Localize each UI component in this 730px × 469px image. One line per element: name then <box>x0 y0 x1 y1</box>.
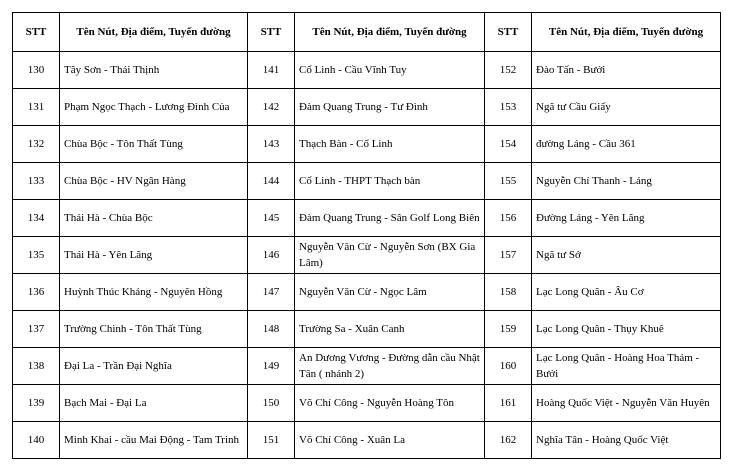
stt-cell: 160 <box>485 348 532 385</box>
location-cell: Tây Sơn - Thái Thịnh <box>60 52 248 89</box>
stt-cell: 149 <box>248 348 295 385</box>
location-cell: An Dương Vương - Đường dẫn cầu Nhật Tân ( nhánh 2) <box>295 348 485 385</box>
stt-cell: 151 <box>248 422 295 459</box>
location-cell: Đường Láng - Yên Lãng <box>532 200 721 237</box>
stt-cell: 162 <box>485 422 532 459</box>
stt-cell: 141 <box>248 52 295 89</box>
stt-cell: 144 <box>248 163 295 200</box>
table-row <box>13 385 721 422</box>
stt-cell: 146 <box>248 237 295 274</box>
stt-cell: 157 <box>485 237 532 274</box>
location-cell: Thái Hà - Chùa Bộc <box>60 200 248 237</box>
table-row <box>13 126 721 163</box>
table-row <box>13 52 721 89</box>
location-cell: Thái Hà - Yên Lãng <box>60 237 248 274</box>
table-row <box>13 274 721 311</box>
location-cell: Hoàng Quốc Việt - Nguyễn Văn Huyên <box>532 385 721 422</box>
location-cell: Huỳnh Thúc Kháng - Nguyên Hồng <box>60 274 248 311</box>
stt-cell: 156 <box>485 200 532 237</box>
stt-cell: 142 <box>248 89 295 126</box>
location-cell: Chùa Bộc - HV Ngân Hàng <box>60 163 248 200</box>
location-cell: Phạm Ngọc Thạch - Lương Đình Của <box>60 89 248 126</box>
location-cell: Trường Sa - Xuân Canh <box>295 311 485 348</box>
stt-cell: 139 <box>13 385 60 422</box>
stt-cell: 137 <box>13 311 60 348</box>
stt-cell: 140 <box>13 422 60 459</box>
location-cell: Võ Chí Công - Nguyễn Hoàng Tôn <box>295 385 485 422</box>
header-stt-1: STT <box>13 13 60 52</box>
stt-cell: 135 <box>13 237 60 274</box>
intersection-table <box>12 12 721 459</box>
location-cell: Đại La - Trần Đại Nghĩa <box>60 348 248 385</box>
stt-cell: 131 <box>13 89 60 126</box>
location-cell: Đàm Quang Trung - Sân Golf Long Biên <box>295 200 485 237</box>
location-cell: Đào Tấn - Bưởi <box>532 52 721 89</box>
document-page <box>12 12 721 459</box>
table-row <box>13 422 721 459</box>
stt-cell: 158 <box>485 274 532 311</box>
stt-cell: 147 <box>248 274 295 311</box>
location-cell: Chùa Bộc - Tôn Thất Tùng <box>60 126 248 163</box>
table-row <box>13 311 721 348</box>
table-row <box>13 89 721 126</box>
stt-cell: 138 <box>13 348 60 385</box>
location-cell: Nguyễn Văn Cừ - Ngọc Lâm <box>295 274 485 311</box>
location-cell: Cổ Linh - THPT Thạch bàn <box>295 163 485 200</box>
stt-cell: 152 <box>485 52 532 89</box>
stt-cell: 130 <box>13 52 60 89</box>
stt-cell: 136 <box>13 274 60 311</box>
location-cell: Bạch Mai - Đại La <box>60 385 248 422</box>
location-cell: Võ Chí Công - Xuân La <box>295 422 485 459</box>
location-cell: Nghĩa Tân - Hoàng Quốc Việt <box>532 422 721 459</box>
header-location-1: Tên Nút, Địa điểm, Tuyến đường <box>60 13 248 52</box>
header-location-2: Tên Nút, Địa điểm, Tuyến đường <box>295 13 485 52</box>
location-cell: đường Láng - Cầu 361 <box>532 126 721 163</box>
stt-cell: 148 <box>248 311 295 348</box>
location-cell: Lạc Long Quân - Hoàng Hoa Thám - Bưởi <box>532 348 721 385</box>
stt-cell: 143 <box>248 126 295 163</box>
location-cell: Nguyễn Văn Cừ - Nguyễn Sơn (BX Gia Lâm) <box>295 237 485 274</box>
location-cell: Ngã tư Sở <box>532 237 721 274</box>
header-location-3: Tên Nút, Địa điểm, Tuyến đường <box>532 13 721 52</box>
table-row <box>13 200 721 237</box>
location-cell: Thạch Bàn - Cổ Linh <box>295 126 485 163</box>
stt-cell: 145 <box>248 200 295 237</box>
table-header-row <box>13 13 721 52</box>
location-cell: Lạc Long Quân - Âu Cơ <box>532 274 721 311</box>
table-row <box>13 237 721 274</box>
header-stt-3: STT <box>485 13 532 52</box>
stt-cell: 159 <box>485 311 532 348</box>
location-cell: Nguyễn Chí Thanh - Láng <box>532 163 721 200</box>
table-row <box>13 163 721 200</box>
stt-cell: 134 <box>13 200 60 237</box>
stt-cell: 153 <box>485 89 532 126</box>
location-cell: Minh Khai - cầu Mai Động - Tam Trinh <box>60 422 248 459</box>
stt-cell: 161 <box>485 385 532 422</box>
table-row <box>13 348 721 385</box>
location-cell: Trường Chinh - Tôn Thất Tùng <box>60 311 248 348</box>
location-cell: Đàm Quang Trung - Tư Đình <box>295 89 485 126</box>
stt-cell: 155 <box>485 163 532 200</box>
stt-cell: 150 <box>248 385 295 422</box>
location-cell: Cổ Linh - Cầu Vĩnh Tuy <box>295 52 485 89</box>
location-cell: Ngã tư Cầu Giấy <box>532 89 721 126</box>
header-stt-2: STT <box>248 13 295 52</box>
stt-cell: 154 <box>485 126 532 163</box>
stt-cell: 133 <box>13 163 60 200</box>
stt-cell: 132 <box>13 126 60 163</box>
location-cell: Lạc Long Quân - Thụy Khuê <box>532 311 721 348</box>
